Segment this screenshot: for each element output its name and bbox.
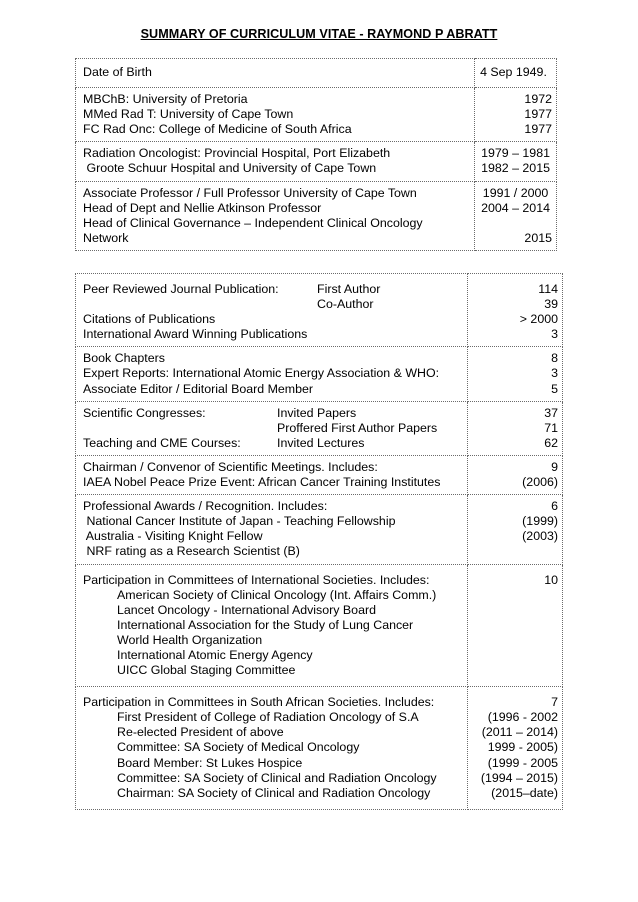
book-value: 5	[551, 381, 558, 396]
position-label: Groote Schuur Hospital and University of Cape Town	[83, 161, 377, 176]
south-african-committees-row	[76, 687, 563, 810]
award-label: Professional Awards / Recognition. Includes:	[83, 499, 328, 514]
co-author-label: Co-Author	[317, 297, 374, 312]
chairman-value: (2006)	[522, 475, 558, 490]
south-african-years: (1996 - 2002	[487, 710, 558, 725]
education-row	[76, 88, 557, 142]
teaching-courses-label: Teaching and CME Courses:	[83, 435, 241, 450]
south-african-years: 1999 - 2005)	[487, 740, 558, 755]
publications-row	[76, 274, 563, 347]
books-row	[76, 347, 563, 401]
congresses-row	[76, 401, 563, 455]
education-label: MBChB: University of Pretoria	[83, 92, 248, 107]
chairman-row	[76, 455, 563, 494]
south-african-item: Board Member: St Lukes Hospice	[117, 755, 303, 770]
proffered-papers-label: Proffered First Author Papers	[277, 420, 438, 435]
award-label: Australia - Visiting Knight Fellow	[83, 529, 263, 544]
position-years: 1979 – 1981	[481, 146, 550, 161]
award-value: 6	[551, 499, 558, 514]
south-african-item: Re-elected President of above	[117, 725, 284, 740]
publications-value: 39	[544, 297, 558, 312]
chairman-label: Chairman / Convenor of Scientific Meetings. Includes:	[83, 459, 378, 474]
first-author-label: First Author	[317, 282, 381, 296]
dob-label: Date of Birth	[83, 65, 152, 79]
south-african-years: (1994 – 2015)	[480, 770, 558, 785]
international-item: American Society of Clinical Oncology (Int. Affairs Comm.)	[117, 587, 437, 602]
positions-row	[76, 142, 557, 181]
professorship-label: Associate Professor / Full Professor University of Cape Town	[83, 185, 417, 200]
international-heading: Participation in Committees of International Societies. Includes:	[83, 572, 430, 587]
international-item: UICC Global Staging Committee	[117, 663, 296, 678]
dob-row	[76, 59, 557, 88]
south-african-years: (2011 – 2014)	[481, 725, 558, 740]
south-african-heading: Participation in Committees in South African Societies. Includes:	[83, 695, 435, 710]
professorship-years: 1991 / 2000	[482, 185, 549, 200]
award-value: (2003)	[522, 529, 558, 544]
international-item: International Association for the Study of Lung Cancer	[117, 617, 414, 632]
congress-value: 37	[544, 405, 558, 420]
book-label: Associate Editor / Editorial Board Member	[83, 381, 314, 396]
south-african-years: (2015–date)	[491, 785, 558, 800]
award-value	[472, 544, 558, 559]
publications-value: 3	[551, 327, 558, 342]
professorship-label: Head of Dept and Nellie Atkinson Professor	[83, 200, 322, 215]
position-years: 1982 – 2015	[481, 161, 550, 176]
book-value: 8	[551, 351, 558, 366]
publications-label: Peer Reviewed Journal Publication:	[83, 282, 279, 296]
award-label: NRF rating as a Research Scientist (B)	[83, 544, 300, 559]
award-value: (1999)	[522, 514, 558, 529]
international-committees-row	[76, 564, 563, 687]
congress-value: 71	[544, 420, 558, 435]
south-african-item: Committee: SA Society of Clinical and Radiation Oncology	[117, 770, 437, 785]
invited-lectures-label: Invited Lectures	[277, 435, 365, 450]
page-title: SUMMARY OF CURRICULUM VITAE - RAYMOND P ABRATT	[140, 27, 498, 41]
international-item: International Atomic Energy Agency	[117, 647, 313, 662]
chairman-label: IAEA Nobel Peace Prize Event: African Cancer Training Institutes	[83, 475, 441, 490]
professorship-row	[76, 181, 557, 250]
professorship-years	[479, 216, 552, 231]
publications-value: > 2000	[519, 312, 558, 327]
publications-value: 114	[538, 282, 558, 296]
award-publications-label: International Award Winning Publications	[83, 327, 308, 342]
south-african-item: Committee: SA Society of Medical Oncology	[117, 740, 360, 755]
personal-table	[75, 58, 557, 251]
south-african-value: 7	[551, 695, 558, 710]
international-item: World Health Organization	[117, 632, 263, 647]
award-label: National Cancer Institute of Japan - Teaching Fellowship	[83, 514, 396, 529]
education-label: FC Rad Onc: College of Medicine of South Africa	[83, 122, 352, 137]
education-year: 1977	[524, 122, 552, 137]
south-african-years: (1999 - 2005	[487, 755, 558, 770]
education-year: 1972	[524, 92, 552, 107]
congress-value: 62	[544, 435, 558, 450]
scientific-congresses-label: Scientific Congresses:	[83, 405, 206, 420]
professorship-years: 2004 – 2014	[481, 200, 550, 215]
book-value: 3	[551, 366, 558, 381]
professorship-label: Head of Clinical Governance – Independent Clinical Oncology	[83, 215, 423, 230]
international-value: 10	[544, 572, 558, 587]
invited-papers-label: Invited Papers	[277, 405, 357, 420]
chairman-value: 9	[551, 459, 558, 474]
citations-label: Citations of Publications	[83, 312, 216, 327]
professorship-label: Network	[83, 230, 129, 245]
dob-value: 4 Sep 1949.	[480, 65, 547, 79]
education-year: 1977	[524, 107, 552, 122]
international-item: Lancet Oncology - International Advisory Board	[117, 602, 376, 617]
education-label: MMed Rad T: University of Cape Town	[83, 107, 294, 122]
achievements-table	[75, 273, 563, 810]
professorship-years: 2015	[524, 230, 552, 245]
south-african-item: Chairman: SA Society of Clinical and Radiation Oncology	[117, 785, 431, 800]
book-label: Book Chapters	[83, 351, 165, 366]
south-african-item: First President of College of Radiation Oncology of S.A	[117, 710, 419, 725]
awards-row	[76, 495, 563, 564]
position-label: Radiation Oncologist: Provincial Hospital, Port Elizabeth	[83, 146, 391, 161]
book-label: Expert Reports: International Atomic Energy Association & WHO:	[83, 366, 440, 381]
